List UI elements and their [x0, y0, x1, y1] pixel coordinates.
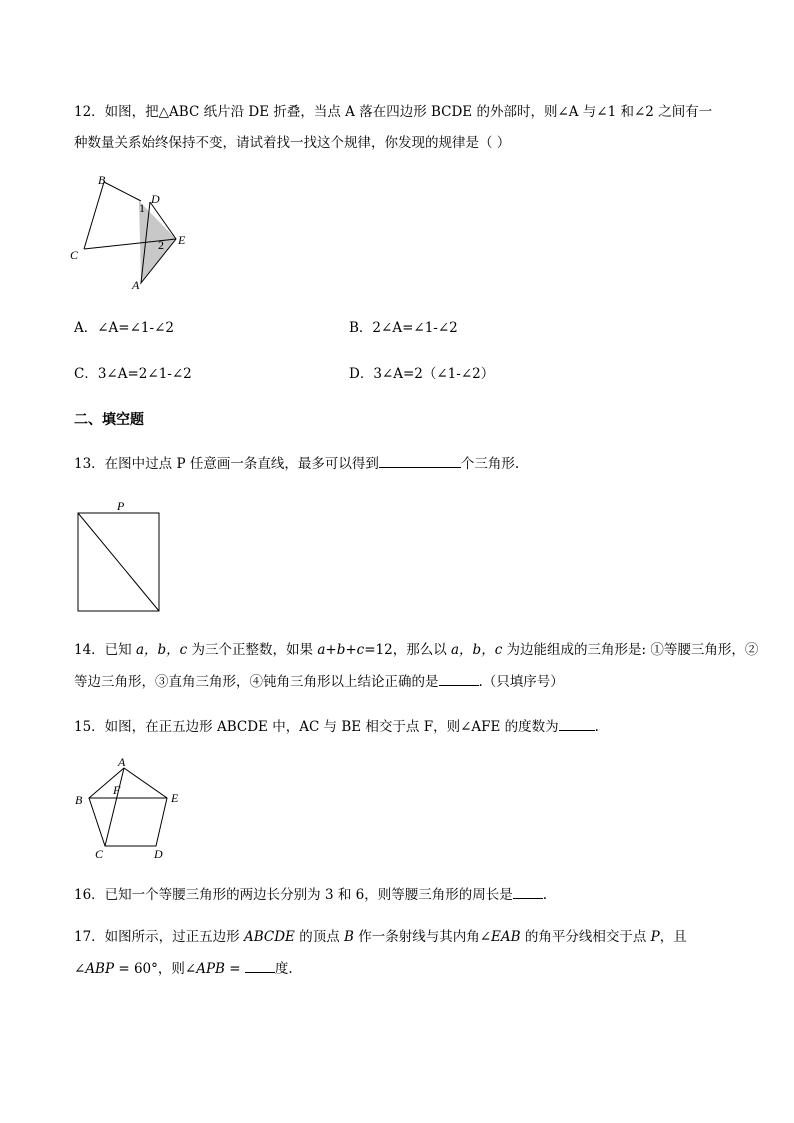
- q17-text-f: = 60°，则∠: [114, 961, 197, 977]
- q17-angle-apb: APB: [196, 961, 225, 977]
- q16-answer-blank[interactable]: [513, 884, 543, 899]
- q14-text-b: 为三个正整数，如果: [187, 642, 318, 658]
- q17-angle-sign: ∠: [74, 961, 86, 977]
- q14-vars2: a，b，c: [451, 642, 503, 658]
- q12-option-a[interactable]: A．∠A=∠1-∠2: [74, 320, 174, 336]
- q17-text-c: 作一条射线与其内角∠: [353, 929, 492, 945]
- q17-angle-eab: EAB: [491, 929, 521, 945]
- q13-diagonal: [78, 513, 159, 611]
- q14-line2: [74, 671, 564, 692]
- q12-option-d[interactable]: D．3∠A=2（∠1-∠2）: [349, 366, 495, 382]
- q15-label-d: D: [154, 847, 163, 861]
- q17-text-a: 17．如图所示，过正五边形: [74, 929, 244, 945]
- q12-line1: 12．如图，把△ABC 纸片沿 DE 折叠，当点 A 落在四边形 BCDE 的外部时，则∠A 与∠1 和∠2 之间有一: [74, 104, 713, 120]
- q15-line: [74, 716, 599, 737]
- q13-text: 13．在图中过点 P 任意画一条直线，最多可以得到: [74, 456, 379, 472]
- q17-text-d: 的角平分线相交于点: [520, 929, 651, 945]
- q14-answer-blank[interactable]: [439, 671, 479, 686]
- q12-option-c[interactable]: C．3∠A=2∠1-∠2: [74, 366, 192, 382]
- q12-line2: 种数量关系始终保持不变，请试着找一找这个规律，你发现的规律是（ ）: [74, 135, 511, 151]
- q15-label-f: F: [113, 783, 121, 797]
- q12-label-d: D: [151, 192, 160, 206]
- q17-vertex-b: B: [344, 929, 354, 945]
- q13-square-figure: [70, 498, 170, 616]
- q17-point-p: P: [650, 929, 660, 945]
- q16-text-end: .: [542, 887, 548, 903]
- q17-text-g: =: [224, 961, 245, 977]
- q17-answer-blank[interactable]: [245, 958, 275, 973]
- q14-text-d: 为边能组成的三角形是: ①等腰三角形，②: [502, 642, 759, 658]
- q15-text-end: .: [594, 719, 599, 735]
- q13-label-p: P: [117, 499, 125, 513]
- q12-label-e: E: [178, 233, 186, 247]
- section-heading-fill-in: 二、填空题: [74, 412, 144, 428]
- q15-label-c: C: [95, 847, 104, 861]
- q14-text-c: =12，那么以: [364, 642, 451, 658]
- q12-label-angle2: 2: [158, 238, 164, 252]
- q14-text-f: .（只填序号）: [478, 674, 564, 690]
- q14-line1: [74, 640, 758, 660]
- q12-label-c: C: [70, 248, 79, 262]
- q15-pentagon: [89, 768, 167, 846]
- q17-line1: [74, 927, 687, 947]
- q17-text-b: 的顶点: [294, 929, 345, 945]
- q13-line: [74, 453, 519, 474]
- q17-angle-abp: ABP: [85, 961, 115, 977]
- q12-option-b[interactable]: B．2∠A=∠1-∠2: [349, 320, 458, 336]
- q15-answer-blank[interactable]: [559, 716, 595, 731]
- q12-folded-triangle-figure: [64, 172, 204, 294]
- q13-answer-blank[interactable]: [379, 453, 461, 468]
- q15-text: 15．如图，在正五边形 ABCDE 中，AC 与 BE 相交于点 F，则∠AFE 的度数为: [74, 719, 559, 735]
- q15-label-e: E: [171, 791, 179, 805]
- q13-text-end: 个三角形.: [460, 456, 520, 472]
- q12-label-b: B: [98, 173, 106, 187]
- q17-pentagon-name: ABCDE: [243, 929, 295, 945]
- q15-pentagon-figure: [68, 752, 194, 864]
- q16-line: [74, 884, 547, 905]
- q17-text-h: 度.: [274, 961, 293, 977]
- q17-text-e: ，且: [659, 929, 687, 945]
- q14-vars: a，b，c: [135, 642, 188, 658]
- q16-text: 16．已知一个等腰三角形的两边长分别为 3 和 6，则等腰三角形的周长是: [74, 887, 513, 903]
- q14-text-a: 14．已知: [74, 642, 136, 658]
- q15-label-b: B: [75, 793, 83, 807]
- q14-sum: a+b+c: [317, 642, 365, 658]
- q15-segment-ac: [105, 768, 124, 846]
- q12-edge-cbd: [84, 182, 141, 249]
- q12-label-a: A: [132, 278, 140, 292]
- q17-line2: [74, 958, 293, 979]
- q12-label-angle1: 1: [139, 201, 145, 215]
- q14-text-e: 等边三角形，③直角三角形，④钝角三角形以上结论正确的是: [74, 674, 439, 690]
- q15-label-a: A: [118, 755, 126, 769]
